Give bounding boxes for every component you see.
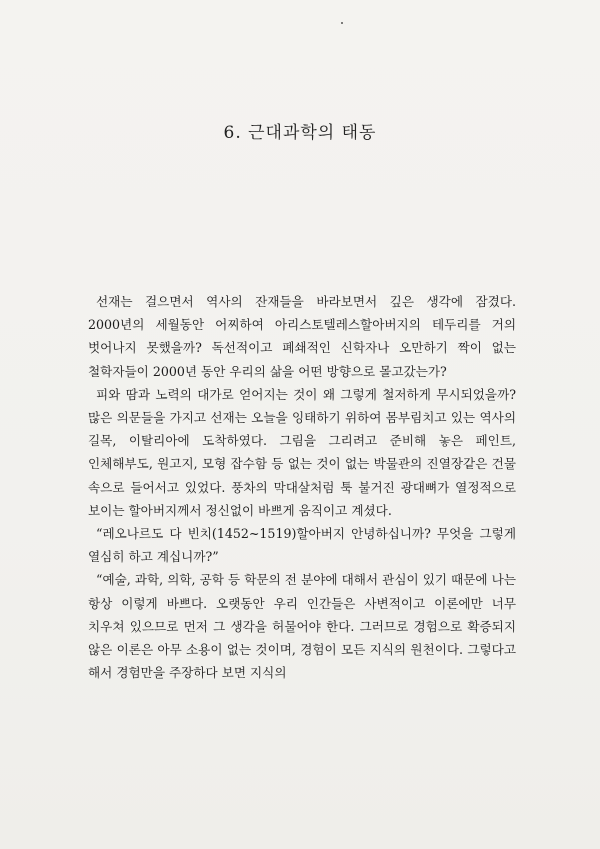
paragraph-3-quote: “레오나르도 다 빈치(1452~1519)할아버지 안녕하십니까? 무엇을 그렇게 열심히 하고 계십니까?” [88,526,516,565]
scan-speck [341,22,343,24]
paragraph-1: 선재는 걸으면서 역사의 잔재들을 바라보면서 깊은 생각에 잠겼다. 2000년의 세월동안 어찌하여 아리스토텔레스할아버지의 테두리를 거의 벗어나지 못했을까? 독선적이고 폐쇄적인 신학자나 오만하기 짝이 없는 철학자들이 2000년 동안 우리의 삶을 어떤 방향으로 몰고갔는가? [88,294,516,379]
paragraph-2: 피와 땀과 노력의 대가로 얻어지는 것이 왜 그렇게 철저하게 무시되었을까? 많은 의문들을 가지고 선재는 오늘을 잉태하기 위하여 몸부림치고 있는 역사의 길목, 이탈리아에 도착하였다. 그림을 그리려고 준비해 놓은 페인트, 인체해부도, 원고지, 모형 잡수함 등 없는 것이 없는 박물관의 진열장같은 건물 속으로 들어서고 있었다. 풍차의 막대살처럼 툭 불거진 광대뼈가 열정적으로 보이는 할아버지께서 정신없이 바쁘게 움직이고 계셨다. [88,386,516,518]
chapter-title: 6. 근대과학의 태동 [223,123,377,143]
body-text [88,290,516,684]
paragraph-4-quote: “예술, 과학, 의학, 공학 등 학문의 전 분야에 대해서 관심이 있기 때문에 나는 항상 이렇게 바쁘다. 오랫동안 우리 인간들은 사변적이고 이론에만 너무 치우쳐 있으므로 먼저 그 생각을 허물어야 한다. 그러므로 경험으로 확증되지 않은 이론은 아무 소용이 없는 것이며, 경험이 모든 지식의 원천이다. 그렇다고 해서 경험만을 주장하다 보면 지식의 [88,572,516,681]
